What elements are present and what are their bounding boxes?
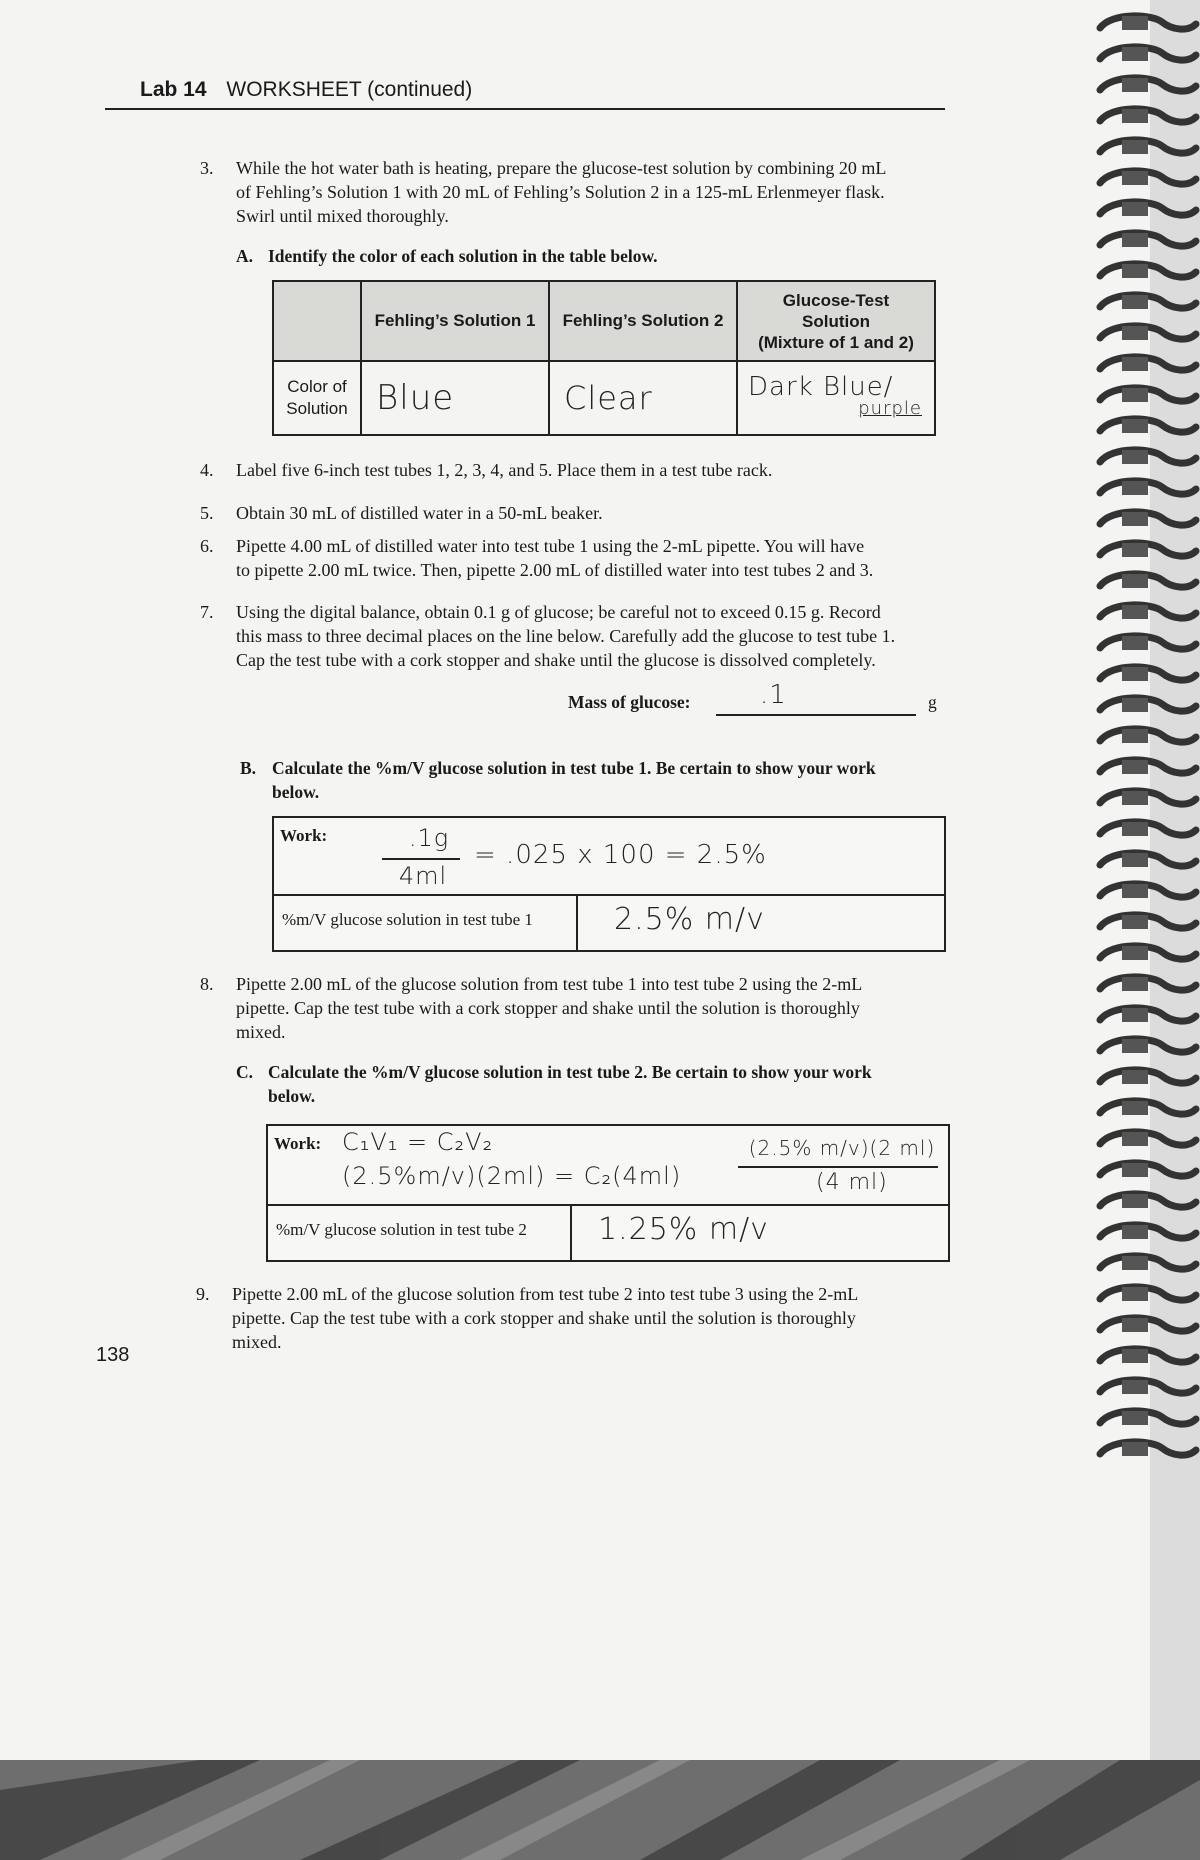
part-text-line: Calculate the %m/V glucose solution in test tube 1. Be certain to show your work (272, 758, 876, 778)
lab-number: Lab 14 (140, 78, 207, 101)
binding-hole (1122, 1380, 1148, 1394)
step-text-line: Swirl until mixed thoroughly. (236, 206, 449, 226)
work-line: (2.5%m/v)(2ml) = C₂(4ml) (342, 1162, 682, 1190)
fraction-numerator: .1g (408, 824, 450, 852)
handwritten-answer: Dark Blue/ (748, 371, 894, 402)
binding-hole (1122, 78, 1148, 92)
binding-hole (1122, 884, 1148, 898)
step-number: 8. (200, 974, 214, 994)
row-label-line: Color of (287, 377, 347, 396)
step-text-line: Using the digital balance, obtain 0.1 g of glucose; be careful not to exceed 0.15 g. Record (236, 602, 881, 622)
step-text-line: Pipette 2.00 mL of the glucose solution from test tube 2 into test tube 3 using the 2-mL (232, 1284, 859, 1304)
step-text: Label five 6-inch test tubes 1, 2, 3, 4, and 5. Place them in a test tube rack. (236, 460, 773, 480)
binding-hole (1122, 1349, 1148, 1363)
mass-of-glucose-label: Mass of glucose: (568, 692, 691, 712)
binding-hole (1122, 140, 1148, 154)
result-label: %m/V glucose solution in test tube 2 (276, 1220, 527, 1239)
part-a-prompt (236, 244, 658, 268)
fraction-bar (382, 858, 460, 860)
part-text: Identify the color of each solution in the table below. (268, 246, 658, 266)
work-equation: = .025 x 100 = 2.5% (474, 840, 767, 870)
part-text-line: below. (272, 782, 320, 802)
binding-hole (1122, 512, 1148, 526)
step-9 (196, 1282, 859, 1354)
solution-color-table (272, 280, 936, 436)
binding-hole (1122, 791, 1148, 805)
binding-hole (1122, 636, 1148, 650)
step-text-line: mixed. (232, 1332, 282, 1352)
part-letter: B. (240, 758, 257, 778)
header-line: (Mixture of 1 and 2) (758, 332, 914, 352)
step-number: 9. (196, 1284, 210, 1304)
binding-hole (1122, 47, 1148, 61)
binding-hole (1122, 1287, 1148, 1301)
step-text: Obtain 30 mL of distilled water in a 50-mL beaker. (236, 503, 603, 523)
step-4 (200, 458, 773, 482)
binding-hole (1122, 1163, 1148, 1177)
binding-hole (1122, 822, 1148, 836)
step-text-line: to pipette 2.00 mL twice. Then, pipette 2.00 mL of distilled water into test tubes 2 and 3. (236, 560, 874, 580)
step-text-line: pipette. Cap the test tube with a cork stopper and shake until the solution is thoroughly (236, 998, 860, 1018)
page-header (140, 78, 472, 102)
background-fabric (0, 1760, 1200, 1860)
part-letter: A. (236, 246, 254, 266)
binding-hole (1122, 667, 1148, 681)
part-text-line: Calculate the %m/V glucose solution in test tube 2. Be certain to show your work (268, 1062, 872, 1082)
page-number: 138 (96, 1344, 130, 1366)
binding-hole (1122, 1132, 1148, 1146)
binding-hole (1122, 1442, 1148, 1456)
result-divider (576, 896, 578, 950)
result-row-b (272, 894, 946, 952)
step-7 (200, 600, 896, 672)
binding-hole (1122, 326, 1148, 340)
binding-hole (1122, 1070, 1148, 1084)
handwritten-answer: Clear (564, 379, 653, 417)
header-fehlings-1: Fehling’s Solution 1 (361, 281, 549, 361)
binding-hole (1122, 698, 1148, 712)
binding-hole (1122, 233, 1148, 247)
binding-hole (1122, 915, 1148, 929)
step-number: 5. (200, 503, 214, 523)
worksheet-title: WORKSHEET (continued) (226, 78, 473, 101)
table-corner-cell (273, 281, 361, 361)
part-letter: C. (236, 1062, 254, 1082)
binding-hole (1122, 419, 1148, 433)
step-text-line: of Fehling’s Solution 1 with 20 mL of Fehling’s Solution 2 in a 125-mL Erlenmeyer flask. (236, 182, 885, 202)
result-handwritten-value: 1.25% m/v (598, 1212, 769, 1247)
binding-hole (1122, 1194, 1148, 1208)
step-text-line: Pipette 4.00 mL of distilled water into test tube 1 using the 2-mL pipette. You will have (236, 536, 865, 556)
step-number: 3. (200, 158, 214, 178)
result-handwritten-value: 2.5% m/v (614, 902, 765, 937)
handwritten-answer: purple (858, 397, 922, 419)
step-3 (200, 156, 916, 228)
fraction-denominator: (4 ml) (816, 1170, 888, 1195)
binding-hole (1122, 109, 1148, 123)
row-label-color (273, 361, 361, 435)
binding-hole (1122, 543, 1148, 557)
mass-answer-line (716, 714, 916, 716)
step-6 (200, 534, 874, 582)
step-text-line: Cap the test tube with a cork stopper and shake until the glucose is dissolved completely. (236, 650, 876, 670)
binding-hole (1122, 946, 1148, 960)
binding-hole (1122, 1256, 1148, 1270)
binding-hole (1122, 450, 1148, 464)
binding-hole (1122, 1008, 1148, 1022)
header-glucose-test (737, 281, 935, 361)
binding-hole (1122, 729, 1148, 743)
step-number: 6. (200, 536, 214, 556)
header-line: Solution (802, 311, 870, 331)
part-text-line: below. (268, 1086, 316, 1106)
header-line: Glucose-Test (782, 290, 890, 310)
cell-fehlings-2-color (549, 361, 737, 435)
step-text-line: pipette. Cap the test tube with a cork stopper and shake until the solution is thoroughly (232, 1308, 856, 1328)
row-label-line: Solution (286, 399, 348, 418)
work-box-b (272, 816, 946, 900)
work-line: C₁V₁ = C₂V₂ (342, 1128, 494, 1156)
binding-hole (1122, 605, 1148, 619)
step-text-line: mixed. (236, 1022, 286, 1042)
binding-hole (1122, 481, 1148, 495)
binding-hole (1122, 760, 1148, 774)
step-text-line: Pipette 2.00 mL of the glucose solution from test tube 1 into test tube 2 using the 2-mL (236, 974, 863, 994)
binding-hole (1122, 853, 1148, 867)
work-box-c (266, 1124, 950, 1210)
binding-hole (1122, 202, 1148, 216)
step-5 (200, 501, 603, 525)
spiral-binding (1092, 0, 1200, 1760)
binding-hole (1122, 1411, 1148, 1425)
binding-hole (1122, 295, 1148, 309)
step-number: 7. (200, 602, 214, 622)
binding-hole (1122, 388, 1148, 402)
binding-hole (1122, 1039, 1148, 1053)
binding-hole (1122, 1318, 1148, 1332)
fraction-denominator: 4ml (398, 862, 448, 890)
work-label: Work: (280, 826, 328, 845)
fraction-numerator: (2.5% m/v)(2 ml) (748, 1136, 936, 1160)
binding-hole (1122, 977, 1148, 991)
step-number: 4. (200, 460, 214, 480)
header-rule (105, 108, 945, 110)
binding-hole (1122, 264, 1148, 278)
binding-hole (1122, 16, 1148, 30)
mass-handwritten-value: .1 (760, 680, 787, 710)
part-c-prompt (236, 1060, 872, 1108)
mass-unit: g (928, 692, 937, 712)
work-label: Work: (274, 1134, 322, 1153)
part-b-prompt (240, 756, 876, 804)
result-row-c (266, 1204, 950, 1262)
cell-glucose-test-color (737, 361, 935, 435)
fraction-bar (738, 1166, 938, 1168)
header-fehlings-2: Fehling’s Solution 2 (549, 281, 737, 361)
result-label: %m/V glucose solution in test tube 1 (282, 910, 533, 929)
handwritten-answer: Blue (376, 378, 455, 418)
step-text-line: this mass to three decimal places on the line below. Carefully add the glucose to test tube 1. (236, 626, 896, 646)
cell-fehlings-1-color (361, 361, 549, 435)
binding-hole (1122, 171, 1148, 185)
result-divider (570, 1206, 572, 1260)
step-text-line: While the hot water bath is heating, prepare the glucose-test solution by combining 20 mL (236, 158, 887, 178)
binding-hole (1122, 574, 1148, 588)
binding-hole (1122, 1101, 1148, 1115)
binding-hole (1122, 1225, 1148, 1239)
binding-hole (1122, 357, 1148, 371)
step-8 (200, 972, 863, 1044)
